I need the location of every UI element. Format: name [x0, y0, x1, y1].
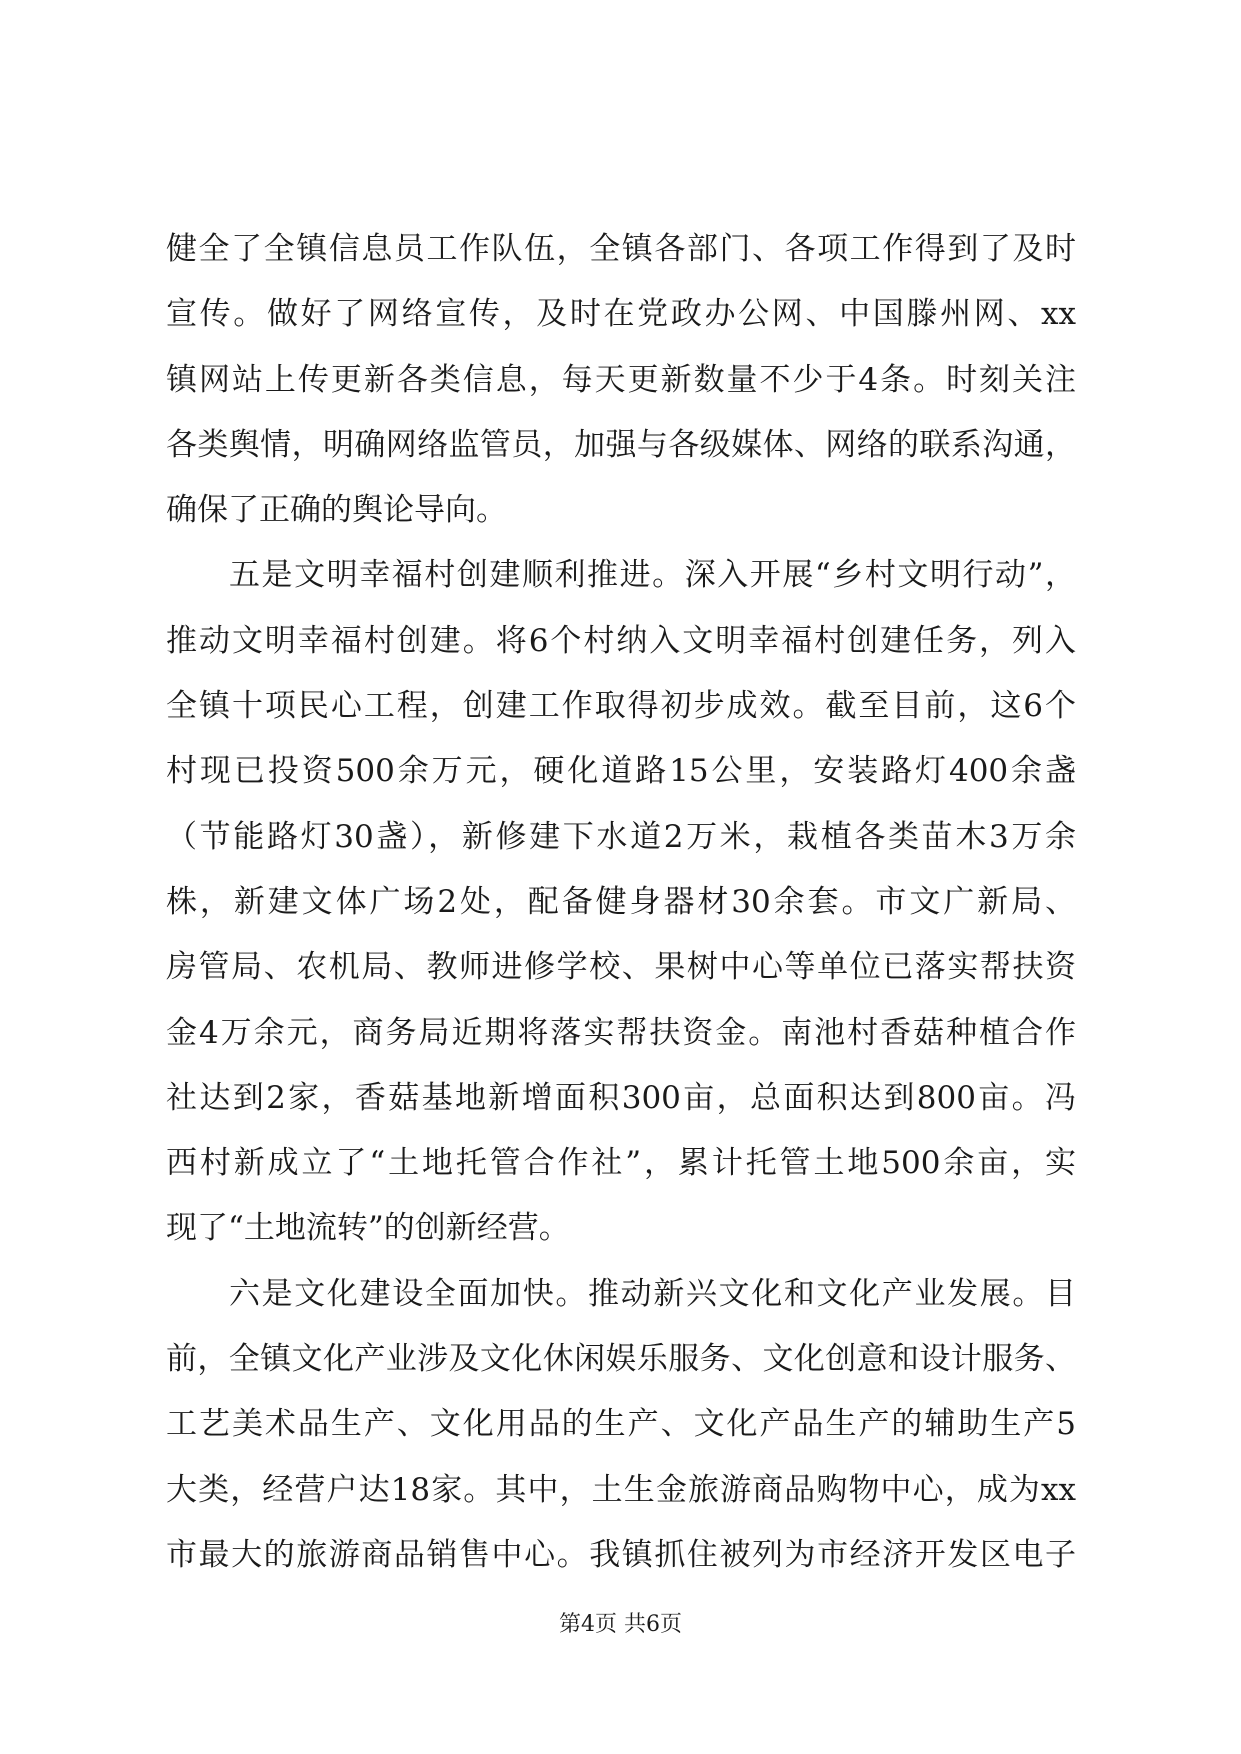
- text-line: 推动文明幸福村创建。将6个村纳入文明幸福村创建任务，列入: [166, 622, 1076, 659]
- text-line: 各类舆情，明确网络监管员，加强与各级媒体、网络的联系沟通，: [166, 426, 1076, 463]
- text-line: 健全了全镇信息员工作队伍，全镇各部门、各项工作得到了及时: [166, 231, 1076, 267]
- paragraph-first-line: 五是文明幸福村创建顺利推进。深入开展“乡村文明行动”，: [229, 557, 1076, 594]
- document-body: [166, 229, 1076, 1600]
- text-line: 房管局、农机局、教师进修学校、果树中心等单位已落实帮扶资: [166, 949, 1076, 986]
- text-line: 社达到2家，香菇基地新增面积300亩，总面积达到800亩。冯: [166, 1079, 1076, 1116]
- text-line: 金4万余元，商务局近期将落实帮扶资金。南池村香菇种植合作: [166, 1014, 1076, 1051]
- text-line: 宣传。做好了网络宣传，及时在党政办公网、中国滕州网、xx: [166, 296, 1076, 333]
- paragraph-first-line: 六是文化建设全面加快。推动新兴文化和文化产业发展。目: [229, 1275, 1076, 1312]
- text-line: 工艺美术品生产、文化用品的生产、文化产品生产的辅助生产5: [166, 1406, 1076, 1443]
- page-number-footer: 第4页 共6页: [559, 1612, 682, 1637]
- text-line: （节能路灯30盏），新修建下水道2万米，栽植各类苗木3万余: [166, 818, 1076, 855]
- text-line: 大类，经营户达18家。其中，土生金旅游商品购物中心，成为xx: [166, 1471, 1076, 1508]
- text-line: 西村新成立了“土地托管合作社”，累计托管土地500余亩，实: [166, 1145, 1076, 1182]
- text-line: 镇网站上传更新各类信息，每天更新数量不少于4条。时刻关注: [166, 361, 1076, 398]
- text-line: 村现已投资500余万元，硬化道路15公里，安装路灯400余盏: [166, 753, 1076, 790]
- text-line: 市最大的旅游商品销售中心。我镇抓住被列为市经济开发区电子: [166, 1536, 1076, 1573]
- text-line: 全镇十项民心工程，创建工作取得初步成效。截至目前，这6个: [166, 688, 1076, 725]
- text-line: 现了“土地流转”的创新经营。: [166, 1210, 570, 1247]
- text-line: 确保了正确的舆论导向。: [166, 492, 507, 529]
- text-line: 株，新建文体广场2处，配备健身器材30余套。市文广新局、: [166, 883, 1076, 920]
- text-line: 前，全镇文化产业涉及文化休闲娱乐服务、文化创意和设计服务、: [166, 1341, 1076, 1378]
